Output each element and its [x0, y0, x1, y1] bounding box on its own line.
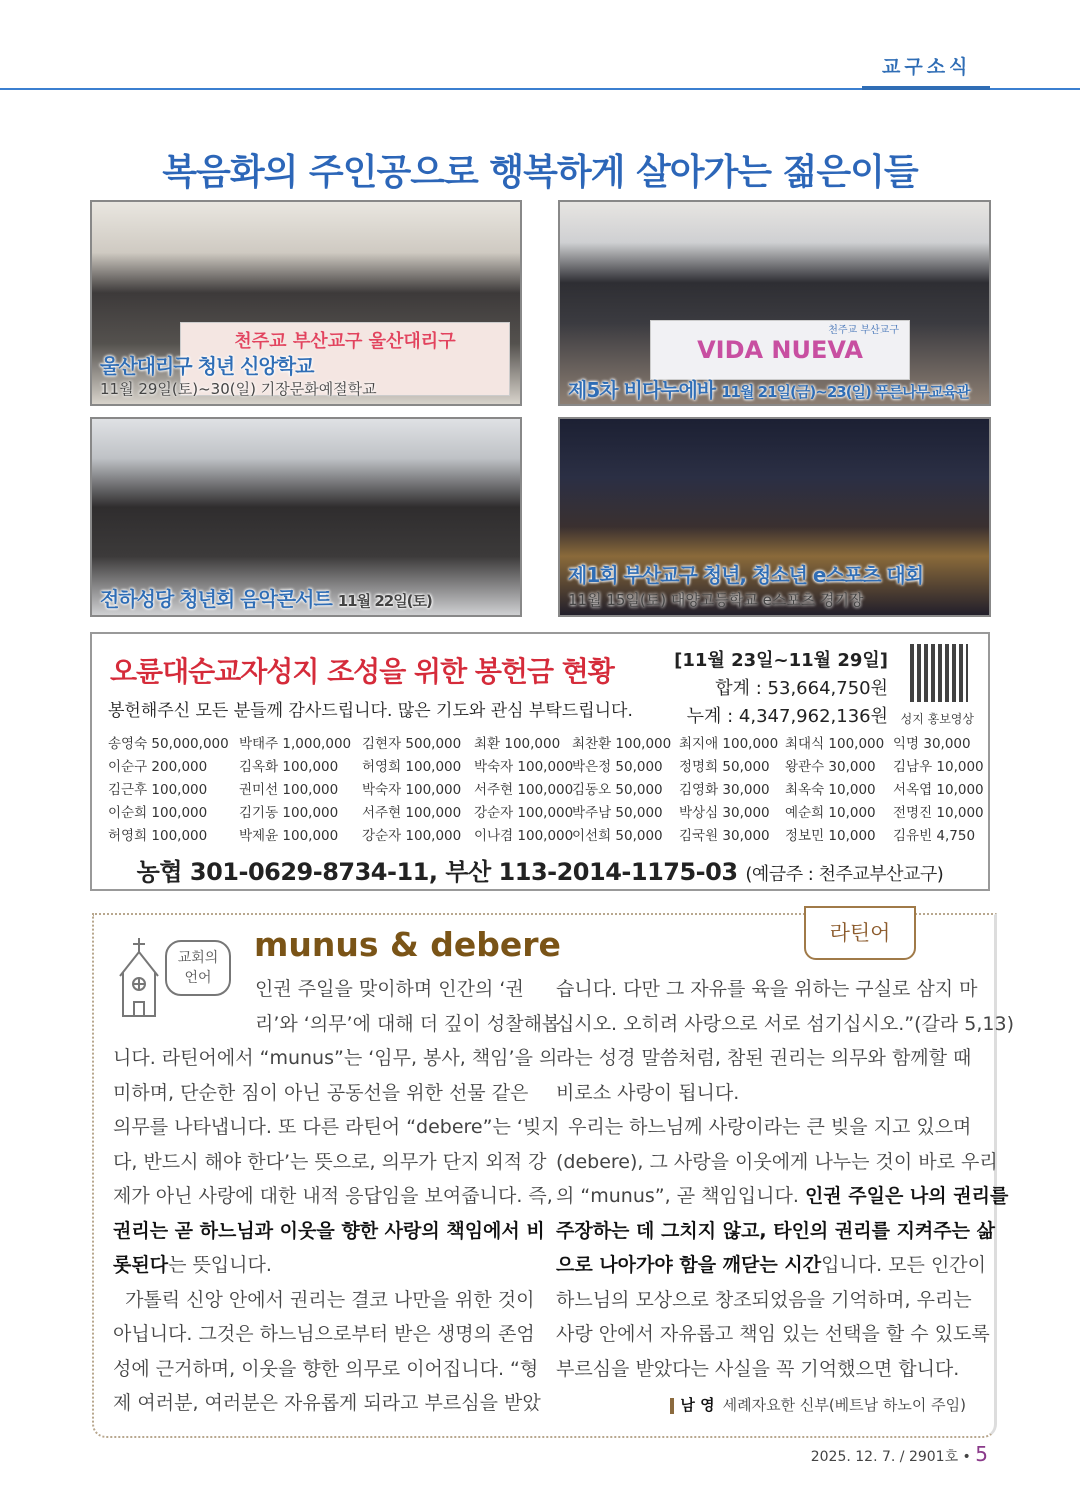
article-line — [556, 1009, 1014, 1039]
donor-entry: 김기동 100,000 — [239, 805, 339, 821]
donor-entry: 이순구 200,000 — [108, 759, 208, 775]
emphasis-text: 권리는 곧 하느님과 이웃을 향한 사랑의 책임에서 비 — [113, 1219, 545, 1242]
section-label: 교구소식 — [882, 56, 972, 78]
photo-vida-nueva — [558, 200, 991, 406]
donation-box — [90, 632, 990, 891]
qr-code[interactable] — [910, 644, 968, 702]
body-text: 리’와 ‘의무’에 대해 더 깊이 성찰해봅 — [255, 1012, 561, 1035]
donor-entry: 정보민 10,000 — [785, 828, 876, 844]
body-text: 제 여러분, 여러분은 자유롭게 되라고 부르심을 받았 — [113, 1392, 541, 1414]
donor-entry: 김현자 500,000 — [362, 736, 462, 752]
body-text: 비로소 사랑이 됩니다. — [556, 1081, 740, 1104]
qr-label: 성지 홍보영상 — [900, 712, 974, 726]
donor-entry: 박주남 50,000 — [572, 805, 663, 821]
author-description: 세례자요한 신부(베트남 하노이 주임) — [722, 1396, 966, 1414]
donor-entry: 박태주 1,000,000 — [239, 736, 352, 752]
donor-entry: 서주현 100,000 — [362, 805, 462, 821]
article-line — [113, 1078, 529, 1108]
donor-entry: 송영숙 50,000,000 — [108, 736, 229, 752]
donor-entry: 김옥화 100,000 — [239, 759, 339, 775]
body-text: 하느님의 모상으로 창조되었음을 기억하며, 우리는 — [556, 1288, 972, 1311]
donor-entry: 이나겸 100,000 — [474, 828, 574, 844]
donor-entry: 김영화 30,000 — [679, 782, 770, 798]
banner-small-text: 천주교 부산교구 — [828, 325, 899, 336]
article-line — [113, 1043, 558, 1073]
body-text: 라는 성경 말씀처럼, 참된 권리는 의무와 함께할 때 — [556, 1047, 972, 1069]
donor-entry: 서주현 100,000 — [474, 782, 574, 798]
body-text: 미하며, 단순한 짐이 아닌 공동선을 위한 선물 같은 — [113, 1081, 529, 1104]
donation-total: 합계 : 53,664,750원 — [715, 678, 888, 699]
donor-entry: 박은정 50,000 — [572, 759, 663, 775]
article-line — [556, 1147, 998, 1177]
body-text: 성에 근거하며, 이웃을 향한 의무로 이어집니다. “형 — [113, 1357, 539, 1380]
church-language-badge — [165, 940, 231, 996]
photo-esports — [558, 417, 991, 617]
page-footer — [811, 1442, 988, 1466]
donor-entry: 박숙자 100,000 — [362, 782, 462, 798]
body-text: 인권 주일을 맞이하며 인간의 ‘권 — [255, 978, 524, 1000]
article-line — [556, 1216, 995, 1246]
article-line — [113, 1181, 553, 1211]
donation-subtitle: 봉헌해주신 모든 분들께 감사드립니다. 많은 기도와 관심 부탁드립니다. — [108, 701, 633, 721]
donor-entry: 허영희 100,000 — [108, 828, 208, 844]
body-text: 니다. 라틴어에서 “munus”는 ‘임무, 봉사, 책임’을 의 — [113, 1047, 558, 1069]
donor-entry: 박상심 30,000 — [679, 805, 770, 821]
donation-cumulative: 누계 : 4,347,962,136원 — [686, 706, 888, 727]
badge-line-1: 교회의 — [177, 950, 219, 966]
body-text: 의 “munus”, 곧 책임입니다. — [556, 1185, 805, 1207]
body-text: 부르심을 받았다는 사실을 꼭 기억했으면 합니다. — [556, 1357, 960, 1380]
article-line — [556, 1354, 966, 1384]
body-text: 가톨릭 신앙 안에서 권리는 결코 나만을 위한 것이 — [113, 1288, 535, 1311]
body-text: 아닙니다. 그것은 하느님으로부터 받은 생명의 존엄 — [113, 1323, 535, 1345]
page-headline: 복음화의 주인공으로 행복하게 살아가는 젊은이들 — [162, 152, 918, 193]
article-line — [113, 1285, 535, 1315]
article-line — [255, 974, 523, 1004]
badge-line-2: 언어 — [184, 970, 212, 986]
donor-entry: 강순자 100,000 — [474, 805, 574, 821]
donor-entry: 예순희 10,000 — [785, 805, 876, 821]
donor-entry: 권미선 100,000 — [239, 782, 339, 798]
caption-title: 전하성당 청년회 음악콘서트 — [100, 587, 332, 611]
article-line — [556, 1078, 966, 1108]
donor-entry: 익명 30,000 — [893, 736, 971, 752]
article-line — [113, 1319, 535, 1349]
donor-entry: 김남우 10,000 — [893, 759, 984, 775]
photo-banner — [650, 320, 910, 380]
photo-jeonha-concert — [90, 417, 522, 617]
issue-info: 2025. 12. 7. / 2901호 • — [810, 1449, 971, 1465]
language-tag: 라틴어 — [804, 906, 916, 960]
page-number: 5 — [975, 1442, 988, 1466]
emphasis-text: 주장하는 데 그치지 않고, 타인의 권리를 지켜주는 삶 — [556, 1219, 995, 1242]
header-rule-accent — [862, 86, 990, 90]
article-line — [113, 1388, 541, 1418]
author-name: 남 영 — [680, 1396, 715, 1414]
body-text: 제가 아닌 사랑에 대한 내적 응답임을 보여줍니다. 즉, — [113, 1185, 553, 1207]
article-line — [113, 1354, 539, 1384]
donation-period: [11월 23일~11월 29일] — [674, 650, 888, 671]
body-text: 입니다. 모든 인간이 — [821, 1254, 987, 1276]
article-line — [556, 974, 978, 1004]
caption-sub: 11월 21일(금)~23(일) 푸른나무교육관 — [721, 383, 970, 401]
photo-caption-title — [100, 583, 432, 612]
photo-caption-title — [568, 374, 970, 403]
donor-entry: 최옥숙 10,000 — [785, 782, 876, 798]
photo-caption-sub: 11월 29일(토)~30(일) 기장문화예절학교 — [100, 380, 377, 398]
donor-entry: 최환 100,000 — [474, 736, 561, 752]
donor-entry: 박제윤 100,000 — [239, 828, 339, 844]
article-line — [113, 1147, 547, 1177]
article-line — [556, 1112, 972, 1142]
caption-title: 제5차 비다누에바 — [568, 378, 716, 402]
donor-entry: 김근후 100,000 — [108, 782, 208, 798]
body-text: 사랑 안에서 자유롭고 책임 있는 선택을 할 수 있도록 — [556, 1323, 990, 1345]
article-line — [556, 1181, 1009, 1211]
emphasis-text: 롯된다 — [113, 1254, 169, 1276]
donor-entry: 왕관수 30,000 — [785, 759, 876, 775]
article-line — [113, 1250, 523, 1280]
photo-ulsan-youth — [90, 200, 522, 406]
donor-entry: 강순자 100,000 — [362, 828, 462, 844]
article-line — [113, 1216, 545, 1246]
body-text: 의무를 나타냅니다. 또 다른 라틴어 “debere”는 ‘빚지 — [113, 1116, 560, 1138]
donor-entry: 서옥엽 10,000 — [893, 782, 984, 798]
body-text: 는 뜻입니다. — [168, 1254, 272, 1276]
donor-entry: 전명진 10,000 — [893, 805, 984, 821]
banner-text: 천주교 부산교구 울산대리구 — [234, 331, 456, 352]
photo-caption-title: 제1회 부산교구 청년, 청소년 e스포츠 대회 — [568, 563, 924, 587]
author-byline — [670, 1394, 966, 1415]
photo-caption-title: 울산대리구 청년 신앙학교 — [100, 354, 314, 378]
donor-entry: 김국원 30,000 — [679, 828, 770, 844]
body-text: 다, 반드시 해야 한다’는 뜻으로, 의무가 단지 외적 강 — [113, 1150, 547, 1173]
donation-title: 오륜대순교자성지 조성을 위한 봉헌금 현황 — [110, 655, 614, 688]
bank-account — [92, 852, 988, 887]
donor-entry: 이순희 100,000 — [108, 805, 208, 821]
article-line — [556, 1285, 972, 1315]
article-title: munus & debere — [254, 925, 561, 964]
article-line — [556, 1250, 987, 1280]
account-numbers: 농협 301-0629-8734-11, 부산 113-2014-1175-03 — [136, 858, 738, 886]
article-line — [255, 1009, 561, 1039]
donor-entry: 최찬환 100,000 — [572, 736, 672, 752]
body-text: 습니다. 다만 그 자유를 육을 위하는 구실로 삼지 마 — [556, 978, 978, 1000]
donor-entry: 정명희 50,000 — [679, 759, 770, 775]
emphasis-text: 인권 주일은 나의 권리를 — [804, 1185, 1009, 1207]
article-line — [556, 1043, 972, 1073]
article-line — [113, 1112, 560, 1142]
emphasis-text: 으로 나아가야 함을 깨닫는 시간 — [556, 1254, 822, 1276]
caption-sub: 11월 22일(토) — [337, 592, 432, 610]
donor-entry: 김유빈 4,750 — [893, 828, 976, 844]
donor-entry: 허영희 100,000 — [362, 759, 462, 775]
body-text: 우리는 하느님께 사랑이라는 큰 빚을 지고 있으며 — [556, 1116, 972, 1138]
donor-entry: 김동오 50,000 — [572, 782, 663, 798]
church-icon — [118, 936, 160, 1018]
donor-entry: 최대식 100,000 — [785, 736, 885, 752]
account-holder: (예금주 : 천주교부산교구) — [745, 864, 944, 885]
photo-caption-sub: 11월 15일(토) 대양고등학교 e스포츠 경기장 — [568, 591, 864, 609]
byline-bar — [670, 1398, 674, 1414]
donor-entry: 박숙자 100,000 — [474, 759, 574, 775]
body-text: (debere), 그 사랑을 이웃에게 나누는 것이 바로 우리 — [556, 1150, 998, 1173]
banner-text: VIDA NUEVA — [697, 336, 863, 364]
donor-entry: 최지애 100,000 — [679, 736, 779, 752]
donor-entry: 이선희 50,000 — [572, 828, 663, 844]
body-text: 십시오. 오히려 사랑으로 서로 섬기십시오.”(갈라 5,13) — [556, 1012, 1014, 1035]
article-line — [556, 1319, 990, 1349]
